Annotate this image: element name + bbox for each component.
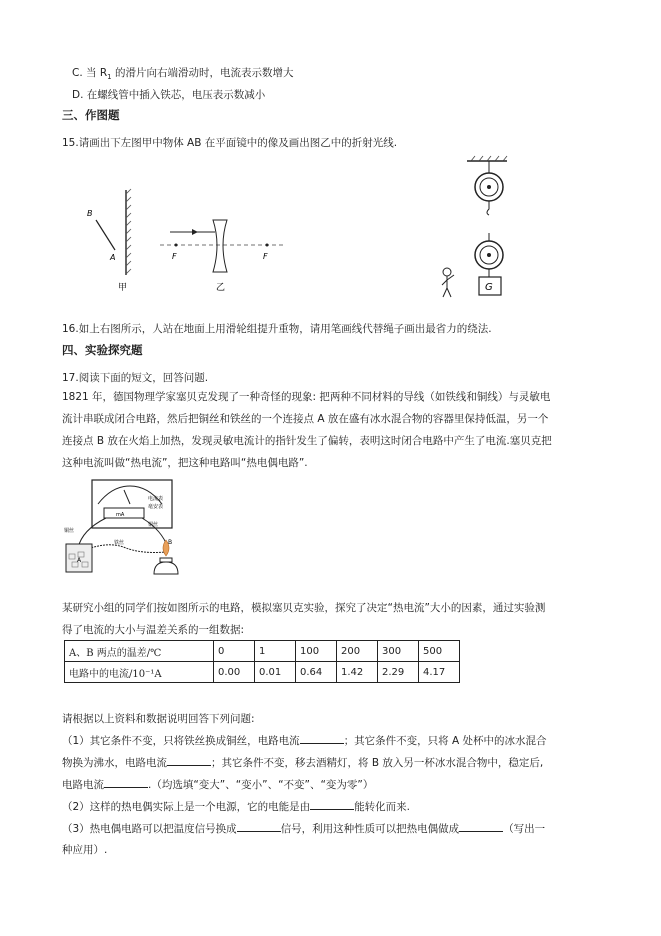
q17-s2 xyxy=(62,799,410,814)
label-iron: 铁丝 xyxy=(114,540,125,546)
label-g: G xyxy=(485,282,493,293)
q17-p5: 某研究小组的同学们按如图所示的电路，模拟塞贝克实验，探究了决定“热电流”大小的因素，通过实验测 xyxy=(62,602,546,614)
q17-ask: 请根据以上资料和数据说明回答下列问题: xyxy=(62,713,255,725)
q17-s3 xyxy=(62,821,545,836)
q17-s1-line3 xyxy=(62,777,373,792)
table-cell: 1 xyxy=(255,641,296,662)
moving-pulley-axle xyxy=(487,253,491,257)
meter-label-milliammeter: 毫安表 xyxy=(148,504,164,510)
q17-p4: 这种电流叫做“热电流”，把这种电路叫“热电偶电路”. xyxy=(62,457,308,469)
q17-p3: 连接点 B 放在火焰上加热，发现灵敏电流计的指针发生了偏转，表明这时闭合电路中产生了电流.塞贝克把 xyxy=(62,435,552,447)
option-c xyxy=(72,66,293,84)
s1-text-f: .（均选填“变大”、“变小”、“不变”、“变为零”） xyxy=(148,779,374,791)
fixed-hook xyxy=(487,201,489,215)
q17-s1-line1 xyxy=(62,733,547,748)
focus-right xyxy=(266,244,269,247)
s1-text-d: ；其它条件不变，移去酒精灯，将 B 放入另一杯冰水混合物中，稳定后, xyxy=(211,757,544,769)
s1-text-e: 电路电流 xyxy=(62,779,104,791)
q17-intro: 17.阅读下面的短文，回答问题. xyxy=(62,372,209,384)
meter-needle xyxy=(124,490,130,504)
meter-label-ammeter: 电流表 xyxy=(148,496,164,502)
table-cell: 0.64 xyxy=(296,662,337,683)
answer-blank-4[interactable] xyxy=(310,799,354,810)
caption-jia: 甲 xyxy=(118,283,128,293)
table-cell: 1.42 xyxy=(337,662,378,683)
table-cell: 2.29 xyxy=(378,662,419,683)
q17-s3-cont: 种应用）. xyxy=(62,844,108,856)
section-4-title: 四、实验探究题 xyxy=(62,343,143,357)
table-cell: 0.00 xyxy=(214,662,255,683)
option-c-text-post: 的滑片向右端滑动时，电流表示数增大 xyxy=(111,67,294,79)
s1-text-b: ；其它条件不变，只将 A 处杯中的冰水混合 xyxy=(343,735,547,747)
object-ab xyxy=(96,220,115,250)
s1-text-c: 物换为沸水，电路电流 xyxy=(62,757,167,769)
q17-s1-line2 xyxy=(62,755,543,770)
answer-blank-6[interactable] xyxy=(459,821,503,832)
q17-p1: 1821 年，德国物理学家塞贝克发现了一种奇怪的现象: 把两种不同材料的导线（如铁线和铜线）与灵敏电 xyxy=(62,391,551,403)
option-d: D. 在螺线管中插入铁芯，电压表示数减小 xyxy=(72,89,266,101)
answer-blank-1[interactable] xyxy=(300,733,344,744)
table-cell: 0.01 xyxy=(255,662,296,683)
q15-text: 15.请画出下左图甲中物体 AB 在平面镜中的像及画出图乙中的折射光线. xyxy=(62,137,398,149)
concave-lens xyxy=(213,220,227,272)
mirror-hatch xyxy=(126,189,131,274)
table-cell: 500 xyxy=(419,641,460,662)
answer-blank-2[interactable] xyxy=(167,755,211,766)
q15-figure xyxy=(60,180,320,295)
label-copper-left: 铜丝 xyxy=(64,528,75,534)
alcohol-lamp xyxy=(154,562,178,574)
person-body xyxy=(442,275,454,297)
s3-text-a: （3）热电偶电路可以把温度信号换成 xyxy=(62,823,237,835)
label-f-left: F xyxy=(172,252,177,261)
s3-text-b: 信号，利用这种性质可以把热电偶做成 xyxy=(280,823,460,835)
label-b: B xyxy=(87,209,93,218)
burner-neck xyxy=(160,558,172,562)
table-cell: 4.17 xyxy=(419,662,460,683)
q17-p2: 流计串联成闭合电路，然后把铜丝和铁丝的一个连接点 A 放在盛有冰水混合物的容器里保持低温，另一个 xyxy=(62,413,549,425)
answer-blank-3[interactable] xyxy=(104,777,148,788)
ray-arrow xyxy=(192,229,198,235)
point-b: B xyxy=(168,539,173,546)
data-table xyxy=(64,640,460,683)
table-cell: 100 xyxy=(296,641,337,662)
focus-left xyxy=(175,244,178,247)
s1-text-a: （1）其它条件不变，只将铁丝换成铜丝，电路电流 xyxy=(62,735,300,747)
section-3-title: 三、作图题 xyxy=(62,108,120,122)
q17-p6: 得了电流的大小与温差关系的一组数据: xyxy=(62,624,245,636)
label-copper-right: 铜丝 xyxy=(148,522,159,528)
label-a: A xyxy=(110,253,116,262)
option-c-subscript: 1 xyxy=(107,73,112,82)
thermocouple-figure xyxy=(62,478,192,578)
row2-label: 电路中的电流/10⁻¹A xyxy=(65,662,214,683)
s2-text-b: 能转化而来. xyxy=(354,801,411,813)
table-row xyxy=(65,641,460,662)
meter-unit: mA xyxy=(116,512,125,518)
s3-text-c: （写出一 xyxy=(503,823,546,835)
table-row xyxy=(65,662,460,683)
person-head xyxy=(443,268,451,276)
pulley-figure xyxy=(435,155,525,305)
option-c-text: C. 当 R xyxy=(72,67,108,79)
table-cell: 200 xyxy=(337,641,378,662)
caption-yi: 乙 xyxy=(216,283,226,293)
point-a: A xyxy=(77,557,82,564)
fixed-pulley-axle xyxy=(487,185,491,189)
label-f-right: F xyxy=(263,252,268,261)
table-cell: 0 xyxy=(214,641,255,662)
s2-text-a: （2）这样的热电偶实际上是一个电源，它的电能是由 xyxy=(62,801,311,813)
row1-label: A、B 两点的温差/℃ xyxy=(65,641,214,662)
q16-text: 16.如上右图所示，人站在地面上用滑轮组提升重物，请用笔画线代替绳子画出最省力的绕法. xyxy=(62,323,492,335)
table-cell: 300 xyxy=(378,641,419,662)
answer-blank-5[interactable] xyxy=(237,821,281,832)
